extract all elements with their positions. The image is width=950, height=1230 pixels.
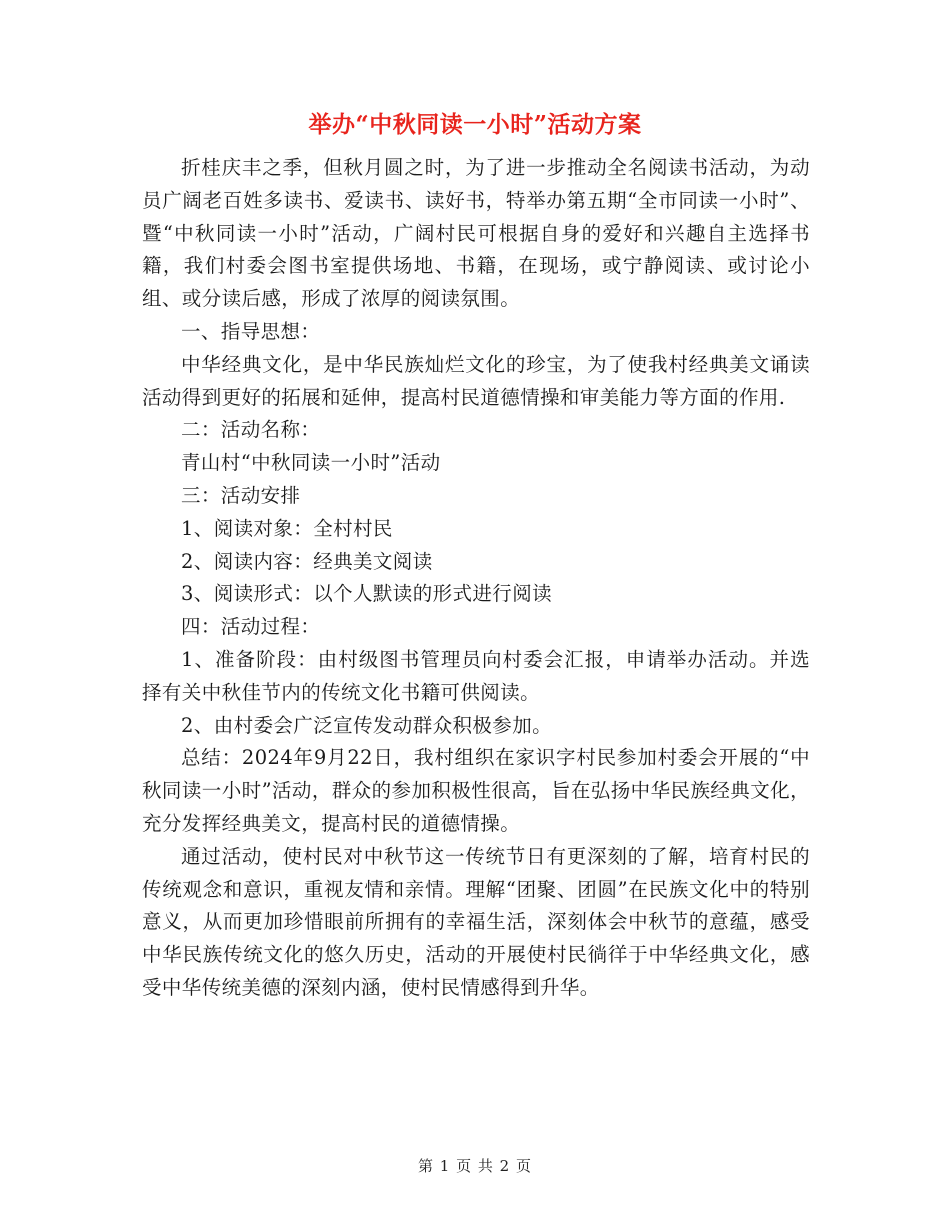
- page-number-footer: 第 1 页 共 2 页: [418, 1157, 532, 1175]
- arrangement-item: 1、阅读对象：全村村民: [181, 516, 393, 540]
- summary-paragraph: 总结：2024年9月22日，我村组织在家识字村民参加村委会开展的“中秋同读一小时”活动，群众的参加积极性很高，旨在弘扬中华民族经典文化，充分发挥经典美文，提高村民的道德情操。: [142, 746, 810, 835]
- arrangement-item: 3、阅读形式：以个人默读的形式进行阅读: [181, 582, 553, 606]
- process-item: 2、由村委会广泛宣传发动群众积极参加。: [181, 713, 553, 737]
- section-heading-process: 四：活动过程：: [181, 615, 321, 639]
- conclusion-paragraph: 通过活动，使村民对中秋节这一传统节日有更深刻的了解，培育村民的传统观念和意识，重视友情和亲情。理解“团聚、团圆”在民族文化中的特别意义，从而更加珍惜眼前所拥有的幸福生活，深刻体会中秋节的意蕴，感受中华民族传统文化的悠久历史，活动的开展使村民徜徉于中华经典文化，感受中华传统美德的深刻内涵，使村民情感得到升华。: [142, 844, 810, 999]
- intro-paragraph: 折桂庆丰之季，但秋月圆之时，为了进一步推动全名阅读书活动，为动员广阔老百姓多读书、爱读书、读好书，特举办第五期“全市同读一小时”、暨“中秋同读一小时”活动，广阔村民可根据自身的爱好和兴趣自主选择书籍，我们村委会图书室提供场地、书籍，在现场，或宁静阅读、或讨论小组、或分读后感，形成了浓厚的阅读氛围。: [142, 156, 810, 311]
- arrangement-item: 2、阅读内容：经典美文阅读: [181, 549, 433, 573]
- document-title: 举办“中秋同读一小时”活动方案: [308, 111, 642, 138]
- section-heading-arrangement: 三：活动安排: [181, 483, 301, 507]
- process-item: 1、准备阶段：由村级图书管理员向村委会汇报，申请举办活动。并选择有关中秋佳节内的传统文化书籍可供阅读。: [142, 647, 810, 704]
- guiding-thought-paragraph: 中华经典文化，是中华民族灿烂文化的珍宝，为了使我村经典美文诵读活动得到更好的拓展和延伸，提高村民道德情操和审美能力等方面的作用.: [142, 352, 810, 409]
- activity-name-paragraph: 青山村“中秋同读一小时”活动: [181, 451, 441, 475]
- section-heading-guiding-thought: 一、指导思想：: [181, 319, 321, 343]
- section-heading-activity-name: 二：活动名称：: [181, 418, 321, 442]
- document-body: [142, 152, 810, 1005]
